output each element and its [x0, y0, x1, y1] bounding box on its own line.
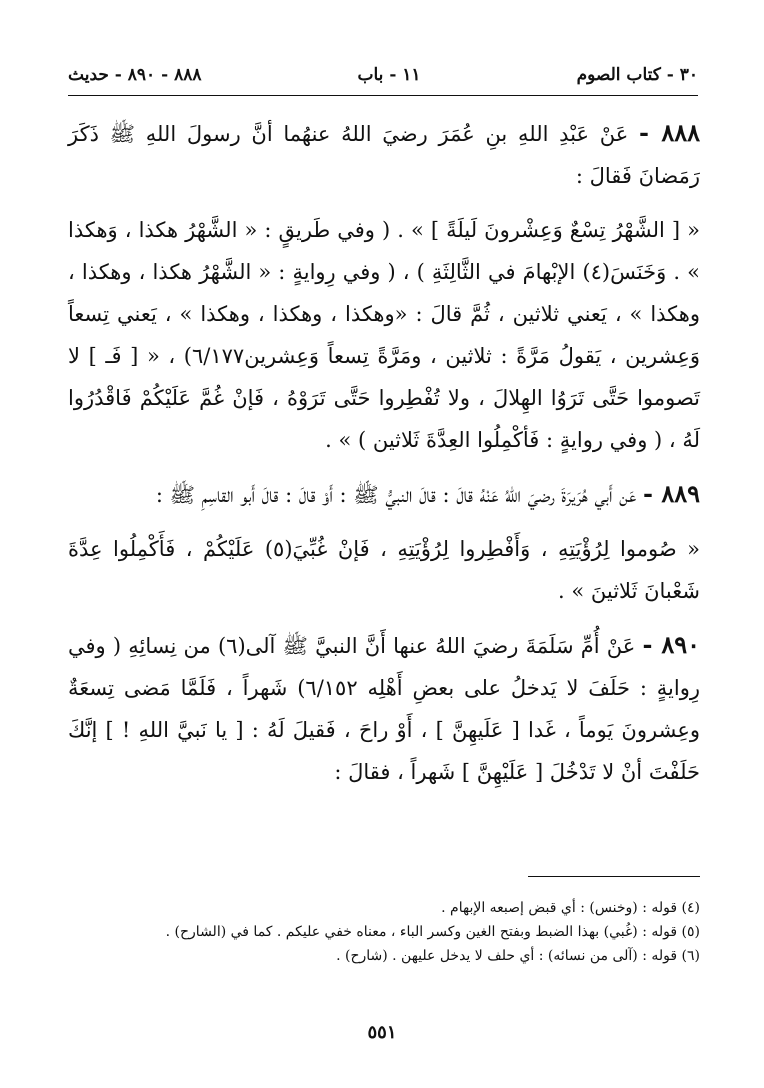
- hadith-888-intro-text: عَنْ عَبْدِ اللهِ بنِ عُمَرَ رضيَ اللهُ عنهُما أنَّ رسولَ اللهِ ﷺ ذَكَرَ رَمَضانَ فَقالَ :: [68, 122, 700, 188]
- hadith-890-number: ٨٩٠ -: [642, 630, 700, 659]
- hadith-889-intro-text: عَن أَبي هُرَيرَةَ رضيَ اللهُ عَنْهُ قالَ : قالَ النبيُّ ﷺ : أَوْ قالَ : قالَ أَبو القاسِمِ ﷺ :: [155, 483, 637, 507]
- hadith-890: [68, 624, 700, 793]
- page-number: ٥٥١: [367, 1022, 397, 1043]
- hadith-888-intro: [68, 112, 700, 197]
- footnote-4: (٤) قوله : (وخنس) : أي قبض إصبعه الإبهام .: [441, 900, 700, 916]
- hadith-889-number: ٨٨٩ -: [643, 479, 700, 508]
- header-chapter: ٣٠ - كتاب الصوم: [576, 65, 698, 85]
- header-divider: [68, 95, 698, 96]
- hadith-889-text: « صُوموا لِرُؤْيَتِهِ ، وَأَفْطِروا لِرُؤْيَتِهِ ، فَإنْ غُبِّيَ(٥) عَلَيْكُمْ ، فَأَكْمِلُوا عِدَّةَ شَعْبانَ ثَلاثينَ » .: [68, 537, 700, 603]
- footnotes: [68, 896, 700, 968]
- header-hadith-range: ٨٨٨ - ٨٩٠ - حديث: [68, 65, 202, 85]
- main-text: [68, 112, 700, 805]
- running-header: [68, 60, 698, 90]
- footnote-6: (٦) قوله : (آلى من نسائه) : أي حلف لا يدخل عليهن . (شارح) .: [336, 948, 700, 964]
- header-section: ١١ - باب: [357, 65, 421, 85]
- footnote-5: (٥) قوله : (غُبي) بهذا الضبط وبفتح الغين وكسر الباء ، معناه خفي عليكم . كما في (الشارح) .: [165, 924, 700, 940]
- hadith-890-text: عَنْ أُمِّ سَلَمَةَ رضيَ اللهُ عنها أَنَّ النبيَّ ﷺ آلى(٦) من نِسائِهِ ( وفي رِوايةٍ : حَلَفَ لا يَدخلُ على بعضِ أَهْلِه ٦/١٥٢) شَهراً ، فَلَمَّا مَضى تِسعَةٌ وعِشرونَ يَوماً ، غَدا [ عَلَيهِنَّ ] ، أَوْ راحَ ، فَقيلَ لَهُ : [ يا نَبيَّ اللهِ ! ] إنَّكَ حَلَفْتَ أنْ لا تَدْخُلَ [ عَلَيْهِنَّ ] شَهراً ، فقالَ :: [68, 634, 700, 784]
- footnote-divider: [528, 876, 700, 877]
- hadith-888-text: « [ الشَّهْرُ تِسْعٌ وَعِشْرونَ لَيلَةً ] » . ( وفي طَريقٍ : « الشَّهْرُ هكذا ، وَهكذا » . وَخَنَسَ(٤) الإبْهامَ في الثَّالِثَةِ ) ، ( وفي رِوايةٍ : « الشَّهْرُ هكذا ، وهكذا ، وهكذا » ، يَعني ثلاثين ، ثُمَّ قالَ : «وهكذا ، وهكذا ، وهكذا » ، يَعني تِسعاً وَعِشرين ، يَقولُ مَرَّةً : ثلاثين ، ومَرَّةً تِسعاً وَعِشرين٦/١٧٧) ، « [ فَـ ] لا تَصوموا حَتَّى تَرَوُا الهِلالَ ، ولا تُفْطِروا حَتَّى تَرَوْهُ ، فَإنْ غُمَّ عَلَيْكُمْ فَاقْدُرُوا لَهُ ، ( وفي روايةٍ : فَأكْمِلُوا العِدَّةَ ثَلاثين ) » .: [68, 218, 700, 452]
- hadith-889-intro: [68, 473, 700, 516]
- hadith-888-number: ٨٨٨ -: [638, 118, 700, 147]
